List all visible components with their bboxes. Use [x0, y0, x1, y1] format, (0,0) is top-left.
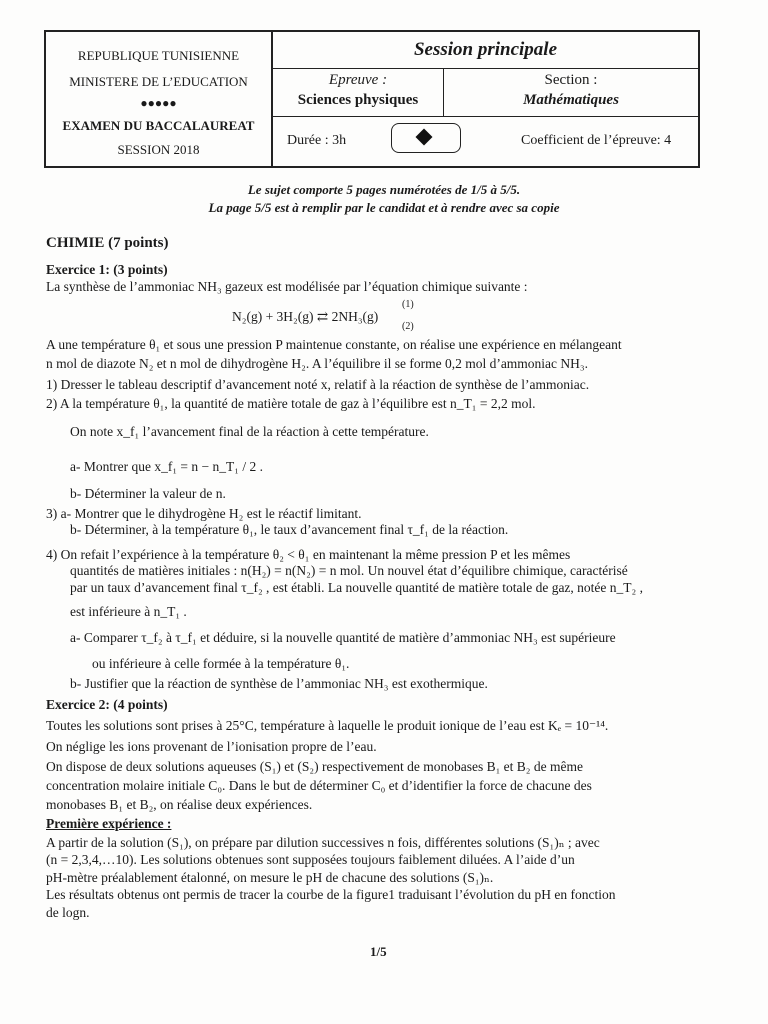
exp1-line-3: pH-mètre préalablement étalonné, on mesure le pH de chacune des solutions (S₁)ₙ. [46, 870, 494, 885]
q4b: b- Justifier que la réaction de synthèse de l’ammoniac NH₃ est exothermique. [70, 676, 488, 691]
chimie-title: CHIMIE (7 points) [46, 235, 169, 251]
equation-direction-1: (1) [402, 299, 414, 310]
header-session-year: SESSION 2018 [117, 142, 200, 157]
epreuve-label: Epreuve : [328, 72, 388, 88]
exp1-line-1: A partir de la solution (S₁), on prépare par dilution successives n fois, différentes solutions (S₁)ₙ ; avec [46, 835, 600, 850]
q3b: b- Déterminer, à la température θ₁, le taux d’avancement final τ_f₁ de la réaction. [70, 522, 509, 537]
session-title: Session principale [273, 32, 698, 69]
duration: Durée : 3h [287, 133, 347, 148]
header-info [273, 32, 698, 166]
intro-line-2: La page 5/5 est à remplir par le candidat et à rendre avec sa copie [208, 200, 560, 215]
exp1-line-2: (n = 2,3,4,…10). Les solutions obtenues sont supposées toujours faiblement diluées. A l’aide d’un [46, 852, 575, 867]
q3a: 3) a- Montrer que le dihydrogène H₂ est le réactif limitant. [46, 506, 362, 521]
q4-line-4: est inférieure à n_T₁ . [70, 604, 187, 619]
ex1-title: Exercice 1: (3 points) [46, 262, 168, 277]
q1: 1) Dresser le tableau descriptif d’avancement noté x, relatif à la réaction de synthèse de l’ammoniac. [46, 377, 590, 392]
section-label: Section : [544, 72, 598, 88]
equation: N₂(g) + 3H₂(g) ⇄ 2NH₃(g) [232, 309, 379, 324]
q2-note: On note x_f₁ l’avancement final de la réaction à cette température. [70, 424, 429, 439]
ex2-line-2: On néglige les ions provenant de l’ionisation propre de l’eau. [46, 739, 377, 754]
ex2-line-4: concentration molaire initiale C₀. Dans le but de déterminer C₀ et d’identifier la force de chacune des [46, 778, 592, 793]
ex1-para-2: n mol de diazote N₂ et n mol de dihydrogène H₂. A l’équilibre il se forme 0,2 mol d’ammoniac NH₃. [46, 356, 588, 371]
header-dots: ●●●●● [140, 96, 177, 110]
section-value: Mathématiques [523, 92, 619, 108]
q4-line-2: quantités de matières initiales : n(H₂) = n(N₂) = n mol. Un nouvel état d’équilibre chimique, caractérisé [70, 563, 628, 578]
q2b: b- Déterminer la valeur de n. [70, 486, 226, 501]
ex1-para-1: A une température θ₁ et sous une pression P maintenue constante, on réalise une expérience en mélangeant [46, 337, 622, 352]
exp1-line-4: Les résultats obtenus ont permis de tracer la courbe de la figure1 traduisant l’évolution du pH en fonction [46, 887, 616, 902]
q4-line-1: 4) On refait l’expérience à la température θ₂ < θ₁ en maintenant la même pression P et les mêmes [46, 547, 571, 562]
ex2-line-3: On dispose de deux solutions aqueuses (S₁) et (S₂) respectivement de monobases B₁ et B₂ de même [46, 759, 583, 774]
exam-header [44, 30, 700, 168]
exp1-line-5: de logn. [46, 905, 90, 920]
q4-line-3: par un taux d’avancement final τ_f₂ , est établi. La nouvelle quantité de matière totale de gaz, notée n_T₂ , [70, 580, 643, 595]
equation-direction-2: (2) [402, 321, 414, 332]
q4a-line-1: a- Comparer τ_f₂ à τ_f₁ et déduire, si la nouvelle quantité de matière d’ammoniac NH₃ est supérieure [70, 630, 616, 645]
ex2-line-5: monobases B₁ et B₂, on réalise deux expériences. [46, 797, 313, 812]
q4a-line-2: ou inférieure à celle formée à la température θ₁. [92, 656, 350, 671]
exp1-title: Première expérience : [46, 816, 172, 831]
epreuve-value: Sciences physiques [297, 92, 419, 108]
header-institution [46, 32, 273, 166]
ex2-line-1: Toutes les solutions sont prises à 25°C, température à laquelle le produit ionique de l’eau est Kₑ = 10⁻¹⁴. [46, 718, 609, 733]
coefficient: Coefficient de l’épreuve: 4 [521, 133, 672, 148]
intro-line-1: Le sujet comporte 5 pages numérotées de 1/5 à 5/5. [247, 182, 521, 197]
page-number: 1/5 [370, 944, 387, 959]
header-republic: REPUBLIQUE TUNISIENNE [77, 48, 240, 63]
ex1-intro: La synthèse de l’ammoniac NH₃ gazeux est modélisée par l’équation chimique suivante : [46, 279, 528, 294]
header-exam: EXAMEN DU BACCALAUREAT [62, 118, 255, 133]
q2: 2) A la température θ₁, la quantité de matière totale de gaz à l’équilibre est n_T₁ = 2,2 mol. [46, 396, 536, 411]
q2a: a- Montrer que x_f₁ = n − n_T₁ / 2 . [70, 459, 263, 474]
header-ministry: MINISTERE DE L’EDUCATION [69, 74, 248, 89]
ex2-title: Exercice 2: (4 points) [46, 697, 168, 712]
